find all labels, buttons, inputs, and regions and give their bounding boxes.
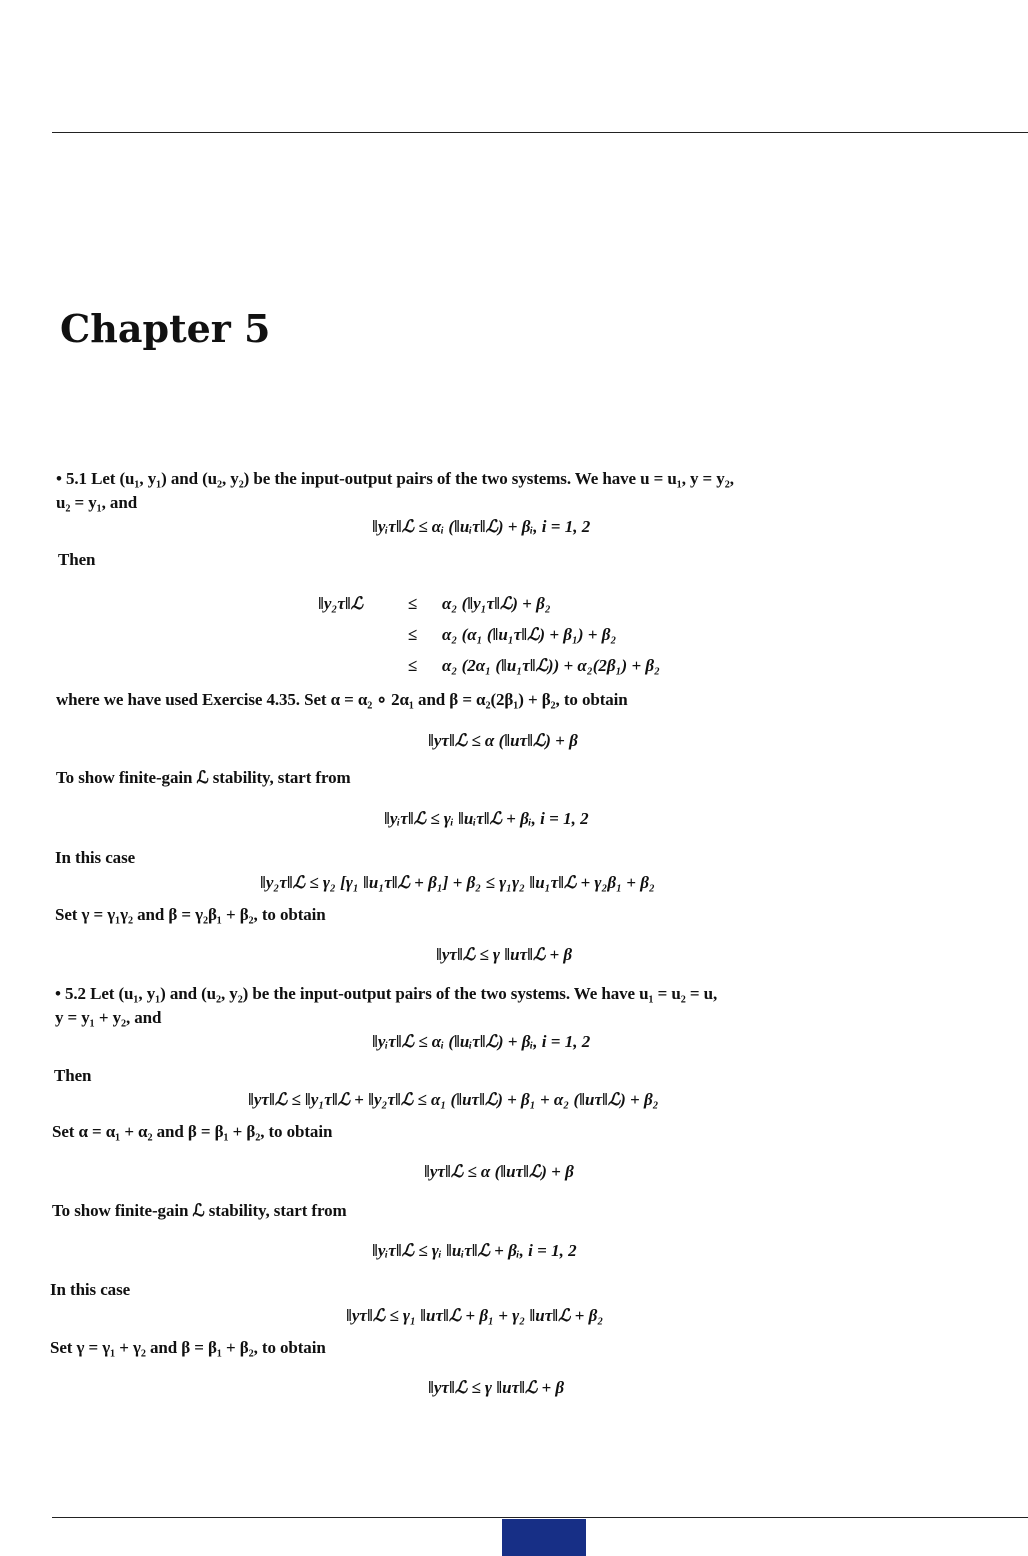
header-rule bbox=[52, 132, 1028, 133]
eqnarray-lhs: ‖y₂τ‖ℒ bbox=[318, 594, 364, 613]
ex52-eq2: ‖yτ‖ℒ ≤ ‖y₁τ‖ℒ + ‖y₂τ‖ℒ ≤ α₁ (‖uτ‖ℒ) + β₁ + α₂ (‖uτ‖ℒ) + β₂ bbox=[248, 1090, 659, 1109]
ex51-line1: • 5.1 Let (u₁, y₁) and (u₂, y₂) be the input-output pairs of the two systems. We have u = u₁, y = y₂, bbox=[56, 469, 734, 488]
ex52-finite: To show finite-gain ℒ stability, start from bbox=[52, 1201, 347, 1220]
ex52-eq1: ‖yᵢτ‖ℒ ≤ αᵢ (‖uᵢτ‖ℒ) + βᵢ, i = 1, 2 bbox=[372, 1032, 591, 1051]
ex52-set2: Set γ = γ₁ + γ₂ and β = β₁ + β₂, to obtain bbox=[50, 1338, 326, 1357]
ex52-line1: • 5.2 Let (u₁, y₁) and (u₂, y₂) be the input-output pairs of the two systems. We have u₁ = u₂ = u, bbox=[55, 984, 718, 1003]
ex52-eq6: ‖yτ‖ℒ ≤ γ ‖uτ‖ℒ + β bbox=[428, 1378, 565, 1397]
ex52-case: In this case bbox=[50, 1280, 131, 1299]
eqnarray-rel: ≤ bbox=[408, 656, 418, 675]
ex51-line2: u₂ = y₁, and bbox=[56, 493, 138, 512]
ex51-then: Then bbox=[58, 550, 96, 569]
ex51-eq3: ‖yᵢτ‖ℒ ≤ γᵢ ‖uᵢτ‖ℒ + βᵢ, i = 1, 2 bbox=[384, 809, 589, 828]
footer-rule bbox=[52, 1517, 1028, 1518]
ex51-eq5: ‖yτ‖ℒ ≤ γ ‖uτ‖ℒ + β bbox=[436, 945, 573, 964]
ex51-finite: To show finite-gain ℒ stability, start from bbox=[56, 768, 351, 787]
ex52-set1: Set α = α₁ + α₂ and β = β₁ + β₂, to obtain bbox=[52, 1122, 333, 1141]
ex51-eq4: ‖y₂τ‖ℒ ≤ γ₂ [γ₁ ‖u₁τ‖ℒ + β₁] + β₂ ≤ γ₁γ₂ ‖u₁τ‖ℒ + γ₂β₁ + β₂ bbox=[260, 873, 655, 892]
ex51-where: where we have used Exercise 4.35. Set α = α₂ ∘ 2α₁ and β = α₂(2β₁) + β₂, to obtain bbox=[56, 690, 628, 709]
eqnarray-rhs: α₂ (2α₁ (‖u₁τ‖ℒ)) + α₂(2β₁) + β₂ bbox=[442, 656, 661, 675]
ex51-eq1: ‖yᵢτ‖ℒ ≤ αᵢ (‖uᵢτ‖ℒ) + βᵢ, i = 1, 2 bbox=[372, 517, 591, 536]
ex52-then: Then bbox=[54, 1066, 92, 1085]
ex51-set: Set γ = γ₁γ₂ and β = γ₂β₁ + β₂, to obtain bbox=[55, 905, 326, 924]
ex52-line2: y = y₁ + y₂, and bbox=[55, 1008, 162, 1027]
page-number-block bbox=[502, 1519, 586, 1556]
eqnarray-rel: ≤ bbox=[408, 625, 418, 644]
ex51-eq2: ‖yτ‖ℒ ≤ α (‖uτ‖ℒ) + β bbox=[428, 731, 578, 750]
eqnarray-rhs: α₂ (α₁ (‖u₁τ‖ℒ) + β₁) + β₂ bbox=[442, 625, 617, 644]
eqnarray-rhs: α₂ (‖y₁τ‖ℒ) + β₂ bbox=[442, 594, 551, 613]
chapter-title: Chapter 5 bbox=[60, 306, 271, 351]
eqnarray-rel: ≤ bbox=[408, 594, 418, 613]
ex52-eq5: ‖yτ‖ℒ ≤ γ₁ ‖uτ‖ℒ + β₁ + γ₂ ‖uτ‖ℒ + β₂ bbox=[346, 1306, 604, 1325]
ex52-eq4: ‖yᵢτ‖ℒ ≤ γᵢ ‖uᵢτ‖ℒ + βᵢ, i = 1, 2 bbox=[372, 1241, 577, 1260]
ex51-case: In this case bbox=[55, 848, 136, 867]
ex52-eq3: ‖yτ‖ℒ ≤ α (‖uτ‖ℒ) + β bbox=[424, 1162, 574, 1181]
